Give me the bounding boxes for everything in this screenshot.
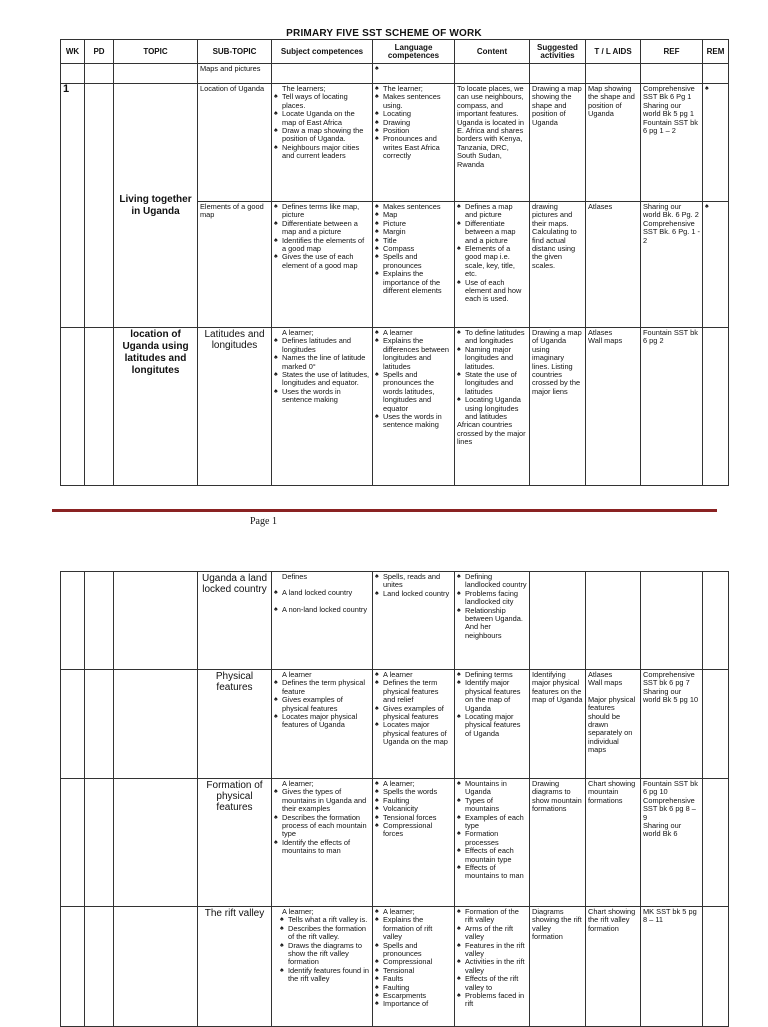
list-item: ♠ Locating [375,110,452,118]
table-row [61,84,729,202]
list-item: ♠ Defines the term physical feature [274,679,370,696]
ref-line: Comprehensive SST bk 6 pg 7 [643,670,695,688]
list-item: ♠ Differentiate between a map and a picture [457,220,527,245]
list-item: ♠ Title [375,237,452,245]
table-row [61,64,729,84]
list-item: ♠ Explains the differences between longitudes and latitudes [375,337,452,371]
activities-cell: Drawing a map showing the shape and position of Uganda [530,84,586,202]
list-item: ♠ Relationship between Uganda. And her neighbours [457,607,527,641]
list-item: ♠ Compass [375,245,452,253]
subtopic-cell: Physical features [198,670,272,779]
subtopic-cell: Latitudes and longitudes [198,328,272,486]
list-item: ♠ State the use of longitudes and latitudes [457,371,527,396]
aid-line: Major physical features should be drawn separately on individual maps [588,694,636,755]
content-cell [455,328,530,486]
list-item: ♠ The learner; [375,85,452,93]
list-item: ♠ Drawing [375,119,452,127]
list-item: ♠ Pronounces and writes East Africa correctly [375,135,452,160]
header-suggested-activities: Suggested activities [530,40,586,64]
table-row [61,670,729,779]
cell-intro: A learner; [282,779,314,788]
list-item: ♠ Locating Uganda using longitudes and latitudes [457,396,527,421]
subject-competences-cell [272,328,373,486]
list-item: ♠ Spells the words [375,788,452,796]
list-item: ♠ Neighbours major cities and current leaders [274,144,370,161]
footer-rule [52,509,717,512]
list-item: ♠ To define latitudes and longitudes [457,329,527,346]
cell-intro: Defines [282,572,308,581]
ref-line: Comprehensive SST bk 6 pg 8 – 9 [643,795,696,822]
subject-competences-cell [272,670,373,779]
content-cell [455,572,530,670]
activities-cell: Identifying major physical features on the map of Uganda [530,670,586,779]
list-item: ♠ Draw a map showing the position of Uganda. [274,127,370,144]
subtopic-cell: The rift valley [198,907,272,1027]
subject-competences-cell [272,84,373,202]
list-item: ♠ Map [375,211,452,219]
list-item: ♠ Names the line of latitude marked 0° [274,354,370,371]
table-row [61,328,729,486]
aid-line: Wall maps [588,336,623,346]
list-item: ♠ Identify features found in the rift valley [280,967,370,984]
list-item: ♠ Naming major longitudes and latitudes. [457,346,527,371]
table-row [61,779,729,907]
subtopic-cell: Elements of a good map [198,202,272,328]
header-language-competences: Language competences [373,40,455,64]
list-item: ♠ Explains the importance of the different elements [375,270,452,295]
list-item: ♠ Types of mountains [457,797,527,814]
language-competences-cell [373,572,455,670]
list-item: ♠ Gives the use of each element of a good map [274,253,370,270]
cell-intro: A learner; [282,907,314,916]
aid-line: Wall maps [588,678,623,688]
list-item: ♠ Faulting [375,797,452,805]
language-competences-cell [373,907,455,1027]
list-item: ♠ Problems facing landlocked city [457,590,527,607]
ref-cell [641,84,703,202]
list-item: ♠ Uses the words in sentence making [375,413,452,430]
language-competences-cell [373,328,455,486]
activities-cell: Diagrams showing the rift valley formation [530,907,586,1027]
ref-cell [641,202,703,328]
ref-line: Fountain SST bk 6 pg 1 – 2 [643,117,698,136]
list-item: ♠ Effects of mountains to man [457,864,527,881]
header-pd: PD [85,40,114,64]
list-item: ♠ Mountains in Uganda [457,780,527,797]
aids-cell: Chart showing the rift valley formation [586,907,641,1027]
ref-cell: Fountain SST bk 6 pg 2 [641,328,703,486]
ref-line: Fountain SST bk 6 pg 10 [643,779,698,797]
list-item: ♠ Land locked country [375,590,452,598]
list-item: ♠ Uses the words in sentence making [274,388,370,405]
ref-line: Sharing our world Bk 6 [643,821,682,839]
list-item: ♠ Makes sentences using. [375,93,452,110]
list-item: ♠ States the use of latitudes, longitudes and equator. [274,371,370,388]
cell-intro: A learner [282,670,312,679]
list-item: ♠ Locate Uganda on the map of East Africa [274,110,370,127]
topic-cell: location of Uganda using latitudes and longitutes [114,328,198,486]
aids-cell [586,670,641,779]
content-cell [455,907,530,1027]
list-item: ♠ Defines the term physical features and relief [375,679,452,704]
list-item: ♠ A learner; [375,908,452,916]
list-item: ♠ Position [375,127,452,135]
list-item: ♠ Effects of each mountain type [457,847,527,864]
list-item: ♠ Locating major physical features of Uganda [457,713,527,738]
list-item: ♠ Gives examples of physical features [274,696,370,713]
list-item: ♠ Compressional [375,958,452,966]
list-item: ♠ Arms of the rift valley [457,925,527,942]
list-item: ♠ Tensional forces [375,814,452,822]
ref-line: Comprehensive SST Bk. 6 Pg. 1 - 2 [643,218,700,245]
table-row [61,572,729,670]
language-competences-cell [373,779,455,907]
scheme-table-page-1 [60,39,729,486]
list-item: ♠ Defines latitudes and longitudes [274,337,370,354]
list-item: ♠ Identify the effects of mountains to man [274,839,370,856]
list-item: ♠ Describes the formation process of each mountain type [274,814,370,839]
activities-cell: drawing pictures and their maps. Calculating to find actual distanc using the given scales. [530,202,586,328]
list-item: ♠ Picture [375,220,452,228]
subtopic-cell: Uganda a land locked country [198,572,272,670]
list-item: ♠ Tells what a rift valley is. [280,916,370,924]
topic-cell: Living together in Uganda [114,84,198,328]
list-item: ♠ Makes sentences [375,203,452,211]
header-topic: TOPIC [114,40,198,64]
list-item: ♠ Defining terms [457,671,527,679]
aids-cell: Map showing the shape and position of Uganda [586,84,641,202]
language-competences-cell [373,202,455,328]
content-cell [455,779,530,907]
header-row [61,40,729,64]
header-ref: REF [641,40,703,64]
list-item: ♠ Compressional forces [375,822,452,839]
ref-line: Comprehensive SST Bk 6 Pg 1 [643,84,695,102]
cell-intro: The learners; [282,84,326,93]
week-number: 1 [61,84,85,328]
aids-cell [586,328,641,486]
subject-competences-cell [272,202,373,328]
ref-cell [641,670,703,779]
list-item: ♠ Problems faced in rift [457,992,527,1009]
list-item: ♠ Differentiate between a map and a picture [274,220,370,237]
list-item: ♠ Faulting [375,984,452,992]
scheme-table-page-2 [60,571,729,1027]
subtopic-cell: Location of Uganda [198,84,272,202]
list-item: ♠ Tensional [375,967,452,975]
list-item: ♠ Formation processes [457,830,527,847]
list-item: ♠ Tell ways of locating places. [274,93,370,110]
header-wk: WK [61,40,85,64]
list-item: ♠ Activities in the rift valley [457,958,527,975]
header-tl-aids: T / L AIDS [586,40,641,64]
aid-line: Atlases [588,328,613,337]
content-cell [455,670,530,779]
header-subtopic: SUB-TOPIC [198,40,272,64]
content-cell: To locate places, we can use neighbours, compass, and important features. Uganda is located in E. Africa and shares borders with Kenya, Tanzania, DRC, South Sudan, Rwanda [455,84,530,202]
list-item: ♠ Spells and pronounces [375,253,452,270]
cell-intro: A learner; [282,328,314,337]
list-item: ♠ Importance of [375,1000,452,1008]
table-row [61,907,729,1027]
activities-cell: Drawing a map of Uganda using imaginary lines. Listing countries crossed by the major liens [530,328,586,486]
page-number: Page 1 [250,516,277,527]
document-title: PRIMARY FIVE SST SCHEME OF WORK [286,28,482,39]
language-competences-cell [373,670,455,779]
list-item: ♠ Examples of each type [457,814,527,831]
header-subject-competences: Subject competences [272,40,373,64]
list-item: ♠ Defines a map and picture [457,203,527,220]
list-item: ♠ Volcanicity [375,805,452,813]
subject-competences-cell [272,779,373,907]
language-competences-cell [373,84,455,202]
subject-competences-cell [272,907,373,1027]
list-item: ♠ Use of each element and how each is used. [457,279,527,304]
list-item: ♠ Elements of a good map i.e. scale, key, title, etc. [457,245,527,279]
list-item: ♠ Spells and pronounces the words latitudes, longitudes and equator [375,371,452,413]
list-item: ♠ Identify major physical features on the map of Uganda [457,679,527,713]
header-content: Content [455,40,530,64]
list-item: ♠ Defines terms like map, picture [274,203,370,220]
list-item: ♠ A land locked country [274,589,370,597]
list-item: ♠ Gives examples of physical features [375,705,452,722]
list-item: ♠ Gives the types of mountains in Uganda and their examples [274,788,370,813]
list-item: ♠ Locates major physical features of Uganda on the map [375,721,452,746]
list-item: ♠ A learner [375,671,452,679]
list-item: ♠ Escarpments [375,992,452,1000]
list-item: ♠ A learner; [375,780,452,788]
list-item: ♠ Explains the formation of rift valley [375,916,452,941]
list-item: ♠ Describes the formation of the rift valley. [280,925,370,942]
ref-line: Sharing our world Bk 5 pg 1 [643,100,694,119]
list-item: ♠ Identifies the elements of a good map [274,237,370,254]
list-item: ♠ Spells and pronounces [375,942,452,959]
subject-competences-cell [272,572,373,670]
ref-line: Sharing our world Bk. 6 Pg. 2 [643,202,699,220]
content-cell [455,202,530,328]
ref-cell [641,779,703,907]
list-item: ♠ Effects of the rift valley to [457,975,527,992]
content-tail: African countries crossed by the major lines [457,420,526,447]
list-item: ♠ Spells, reads and unites [375,573,452,590]
list-item: ♠ Faults [375,975,452,983]
aids-cell: Chart showing mountain formations [586,779,641,907]
aids-cell: Atlases [586,202,641,328]
list-item: ♠ A non-land locked country [274,606,370,614]
list-item: ♠ A learner [375,329,452,337]
list-item: ♠ Formation of the rift valley [457,908,527,925]
header-rem: REM [703,40,729,64]
ref-cell: MK SST bk 5 pg 8 – 11 [641,907,703,1027]
ref-line: Sharing our world Bk 5 pg 10 [643,686,699,705]
aid-line: Atlases [588,670,613,679]
subtopic-cell: Formation of physical features [198,779,272,907]
list-item: ♠ Locates major physical features of Uganda [274,713,370,730]
list-item: ♠ Draws the diagrams to show the rift valley formation [280,942,370,967]
list-item: ♠ Features in the rift valley [457,942,527,959]
activities-cell: Drawing diagrams to show mountain formations [530,779,586,907]
subtopic-cell: Maps and pictures [198,64,272,84]
list-item: ♠ Defining landlocked country [457,573,527,590]
list-item: ♠ Margin [375,228,452,236]
